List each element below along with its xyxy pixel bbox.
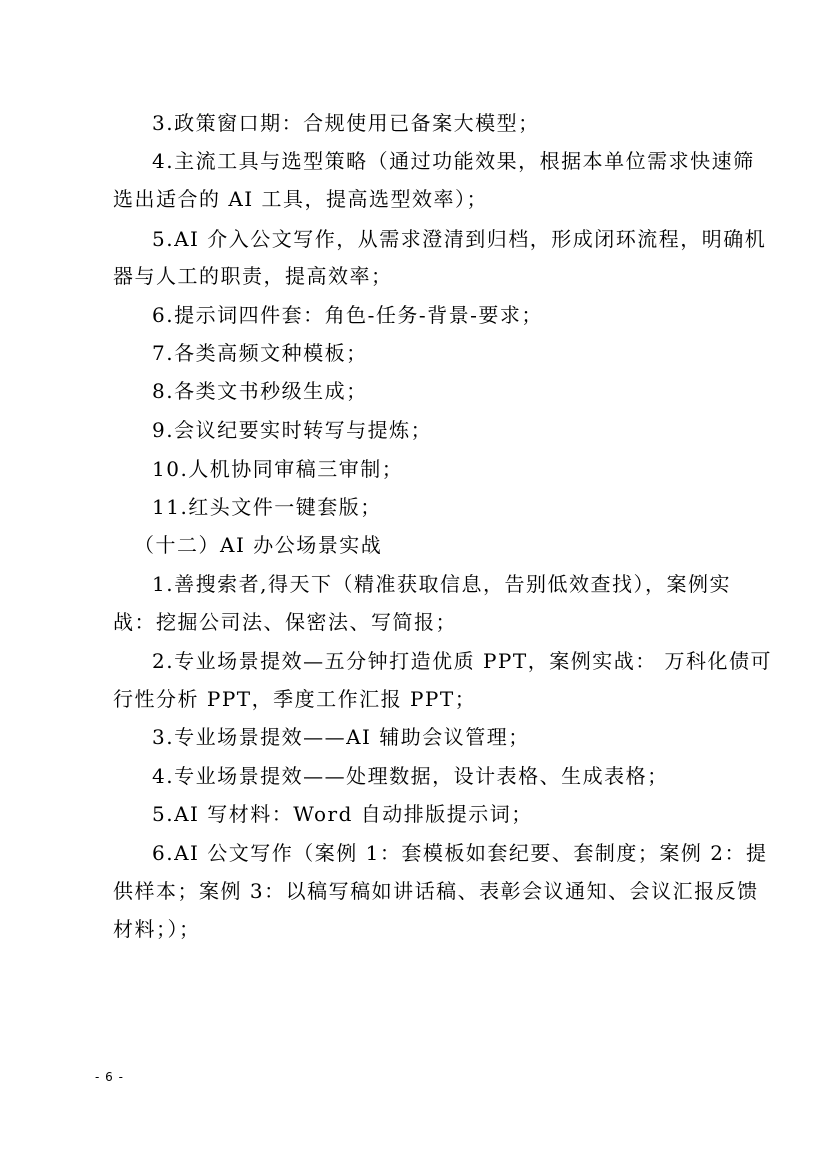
text-line: 供样本；案例 3：以稿写稿如讲话稿、表彰会议通知、会议汇报反馈 [113, 879, 759, 903]
text-line: 行性分析 PPT，季度工作汇报 PPT； [113, 687, 477, 711]
text-line: 3.专业场景提效——AI 辅助会议管理； [152, 725, 530, 749]
text-line: 8.各类文书秒级生成； [152, 379, 368, 403]
text-line: 材料；）； [113, 917, 201, 941]
text-line: 4.专业场景提效——处理数据，设计表格、生成表格； [152, 764, 669, 788]
text-line: 11.红头文件一键套版； [152, 495, 382, 519]
text-line: 2.专业场景提效—五分钟打造优质 PPT，案例实战： 万科化债可 [152, 649, 773, 673]
text-line: 5.AI 介入公文写作，从需求澄清到归档，形成闭环流程，明确机 [152, 227, 767, 251]
text-line: 器与人工的职责，提高效率； [113, 264, 393, 288]
text-line: 4.主流工具与选型策略（通过功能效果，根据本单位需求快速筛 [152, 149, 755, 173]
page-number: - 6 - [95, 1070, 124, 1084]
text-line: 1.善搜索者,得天下（精准获取信息，告别低效查找），案例实 [152, 572, 731, 596]
text-line: 战：挖掘公司法、保密法、写简报； [113, 610, 457, 634]
section-heading: （十二）AI 办公场景实战 [134, 533, 383, 557]
text-line: 5.AI 写材料：Word 自动排版提示词； [152, 802, 533, 826]
text-line: 3.政策窗口期：合规使用已备案大模型； [152, 111, 540, 135]
text-line: 10.人机协同审稿三审制； [152, 457, 404, 481]
text-line: 6.提示词四件套：角色-任务-背景-要求； [152, 303, 543, 327]
text-line: 选出适合的 AI 工具，提高选型效率）； [113, 187, 489, 211]
text-line: 9.会议纪要实时转写与提炼； [152, 418, 433, 442]
text-line: 6.AI 公文写作（案例 1：套模板如套纪要、套制度；案例 2：提 [152, 841, 768, 865]
text-line: 7.各类高频文种模板； [152, 341, 368, 365]
